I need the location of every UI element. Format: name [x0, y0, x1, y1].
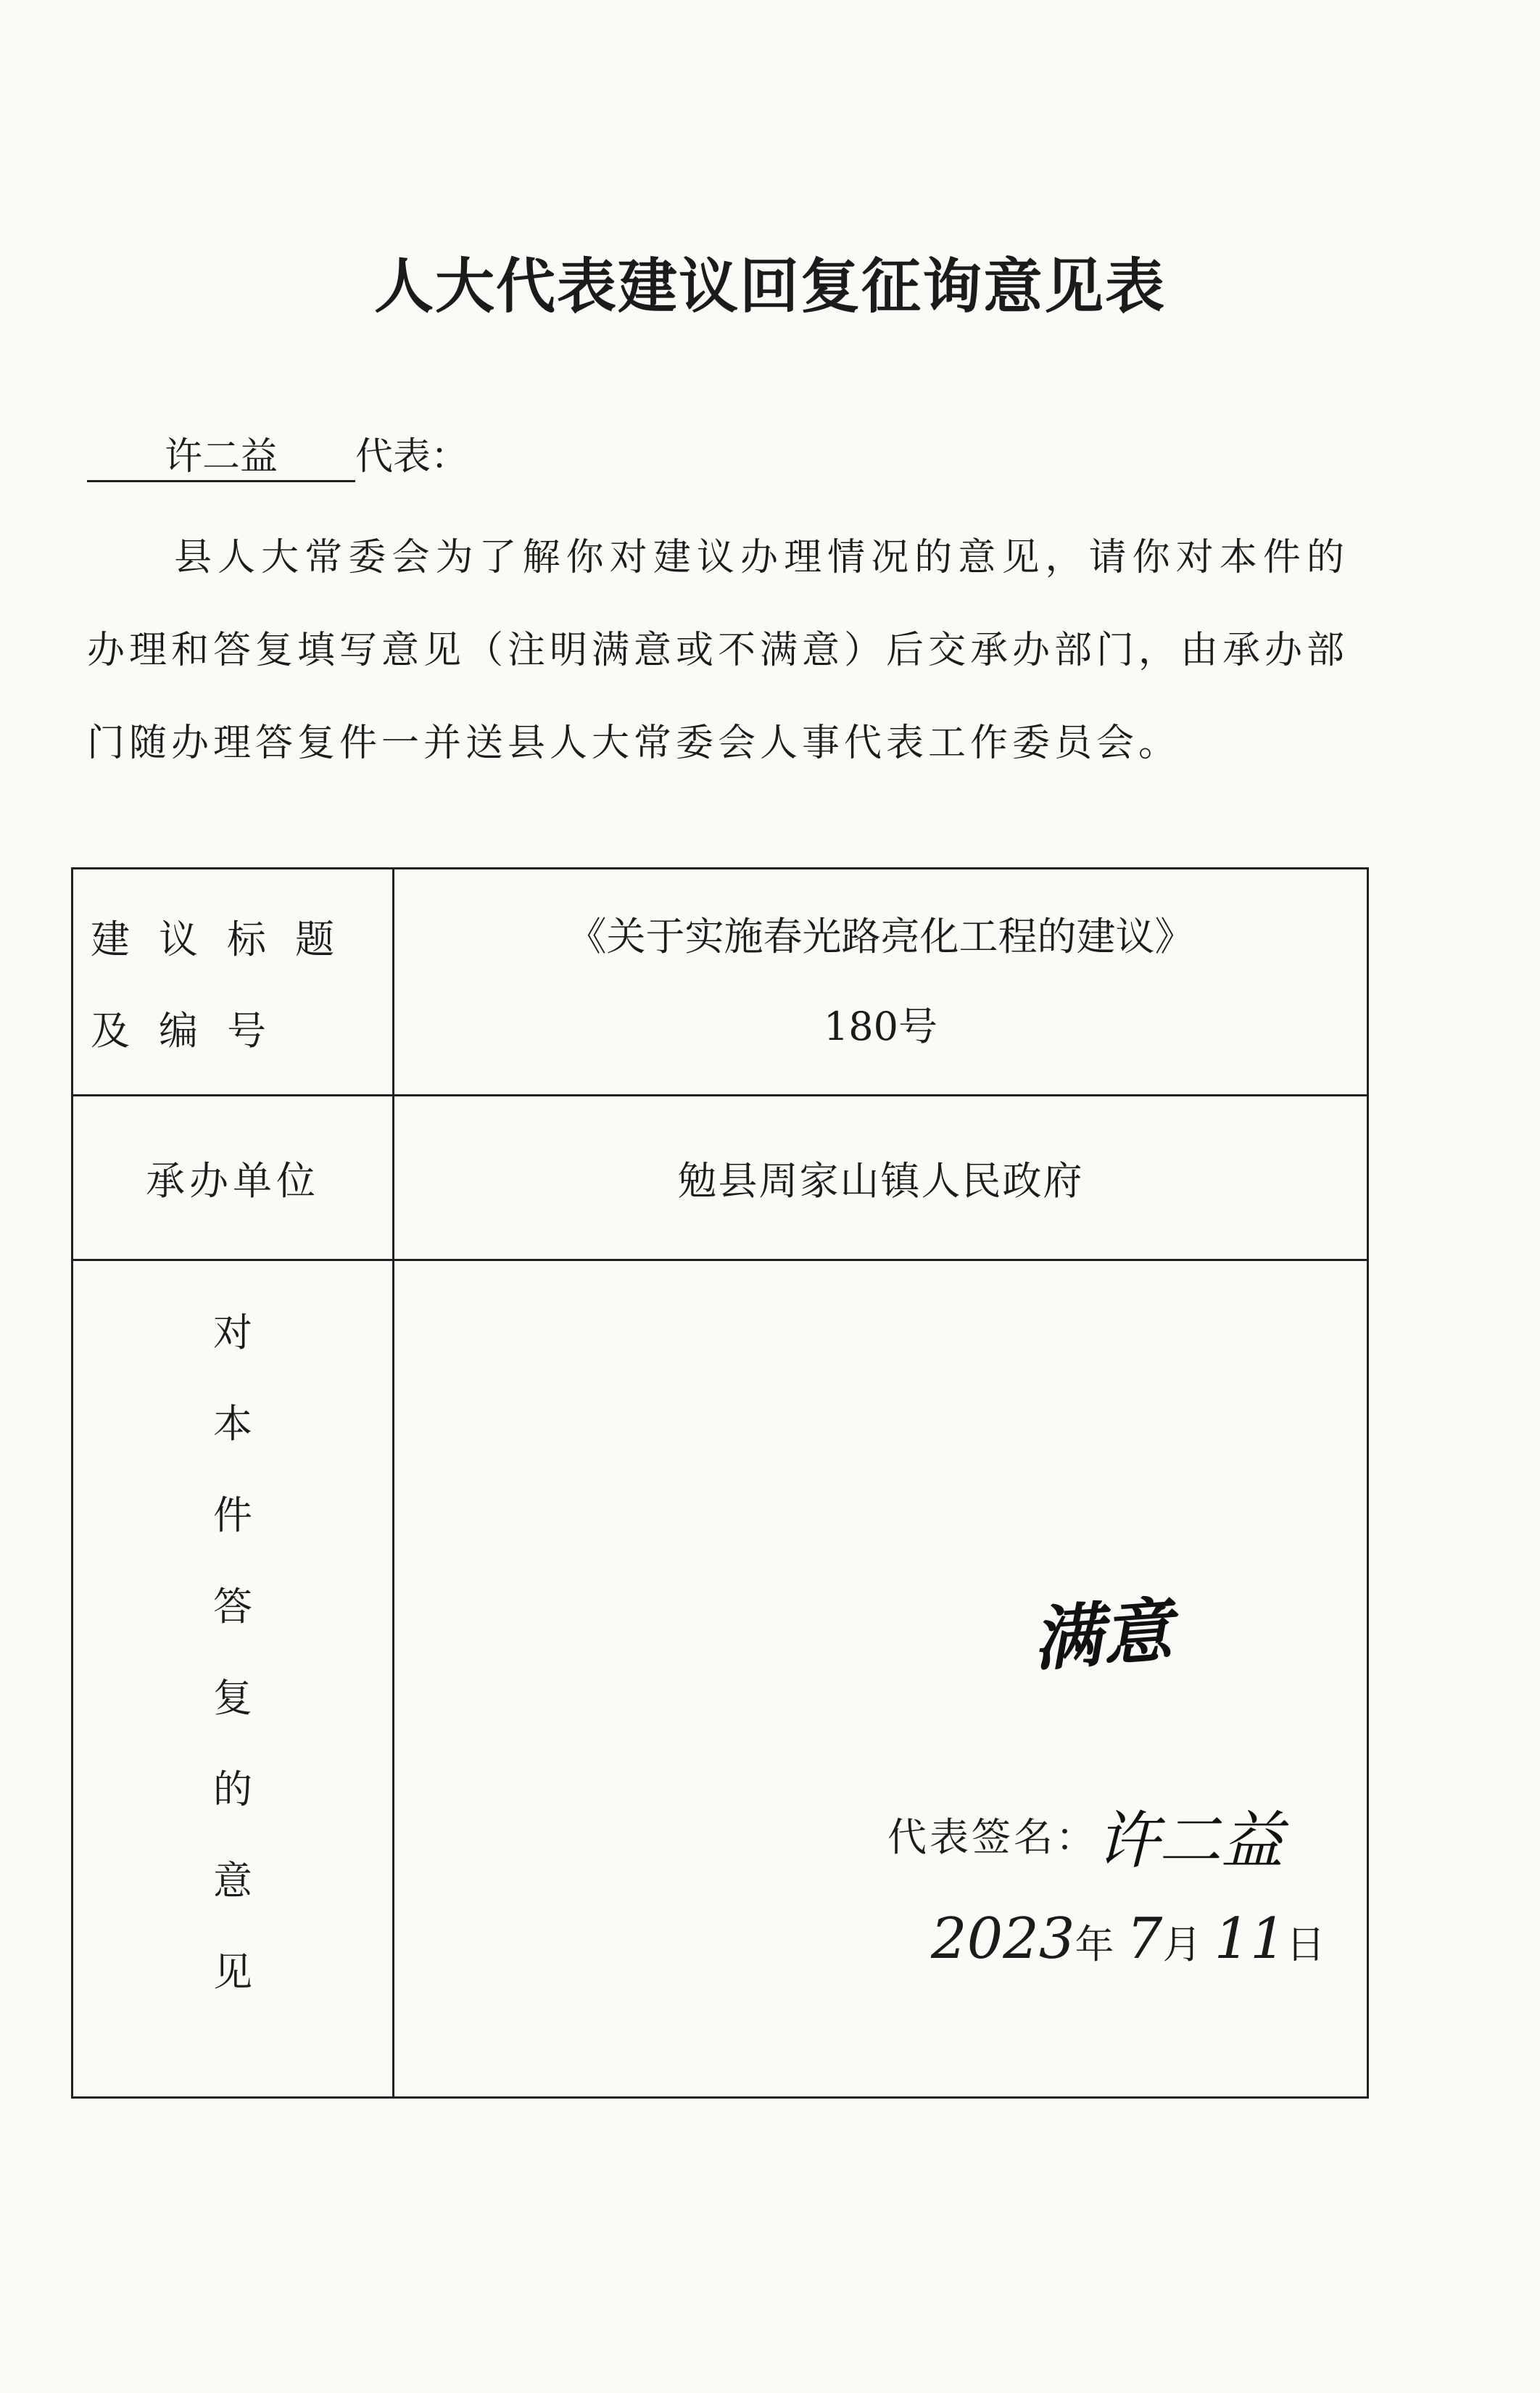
proposal-title: 《关于实施春光路亮化工程的建议》	[567, 914, 1194, 959]
salutation	[87, 428, 468, 486]
proposal-title-label	[73, 869, 394, 1096]
handling-unit-label: 承办单位	[73, 1096, 394, 1260]
date-year-unit: 年	[1075, 1922, 1114, 1967]
handwritten-signature: 许二益	[1096, 1805, 1283, 1877]
table-row	[73, 1260, 1368, 2098]
handling-unit-value: 勉县周家山镇人民政府	[394, 1096, 1368, 1260]
proposal-number: 180号	[823, 1004, 938, 1049]
handwritten-opinion: 满意	[1030, 1589, 1175, 1681]
opinion-cell	[394, 1260, 1368, 2098]
date-day-unit: 日	[1286, 1922, 1325, 1967]
date-year: 2023	[931, 1906, 1075, 1972]
table-row	[73, 869, 1368, 1096]
page-title: 人大代表建议回复征询意见表	[373, 252, 1166, 321]
table-row	[73, 1096, 1368, 1260]
label-line: 建议标题	[91, 917, 363, 962]
date-day: 11	[1214, 1906, 1286, 1972]
label-line: 及编号	[91, 1008, 295, 1054]
label-char: 件	[213, 1492, 252, 1538]
opinion-form-table	[71, 867, 1369, 2099]
date-month-unit: 月	[1162, 1922, 1202, 1967]
label-char: 对	[213, 1310, 252, 1355]
signature-date	[931, 1906, 1325, 1972]
opinion-label	[73, 1260, 394, 2098]
proposal-title-value	[394, 869, 1368, 1096]
label-char: 本	[213, 1401, 252, 1447]
label-char: 的	[213, 1766, 252, 1812]
intro-paragraph: 县人大常委会为了解你对建议办理情况的意见，请你对本件的办理和答复填写意见（注明满意或不满意）后交承办部门，由承办部门随办理答复件一并送县人大常委会人事代表工作委员会。	[87, 536, 1349, 765]
signature-label: 代表签名：	[887, 1814, 1098, 1860]
representative-name: 许二益	[87, 434, 355, 482]
salutation-suffix: 代表：	[355, 435, 469, 479]
label-char: 答	[213, 1584, 252, 1629]
date-month: 7	[1126, 1906, 1163, 1972]
label-char: 意	[213, 1858, 252, 1904]
label-char: 见	[213, 1949, 252, 1995]
label-char: 复	[213, 1675, 252, 1721]
